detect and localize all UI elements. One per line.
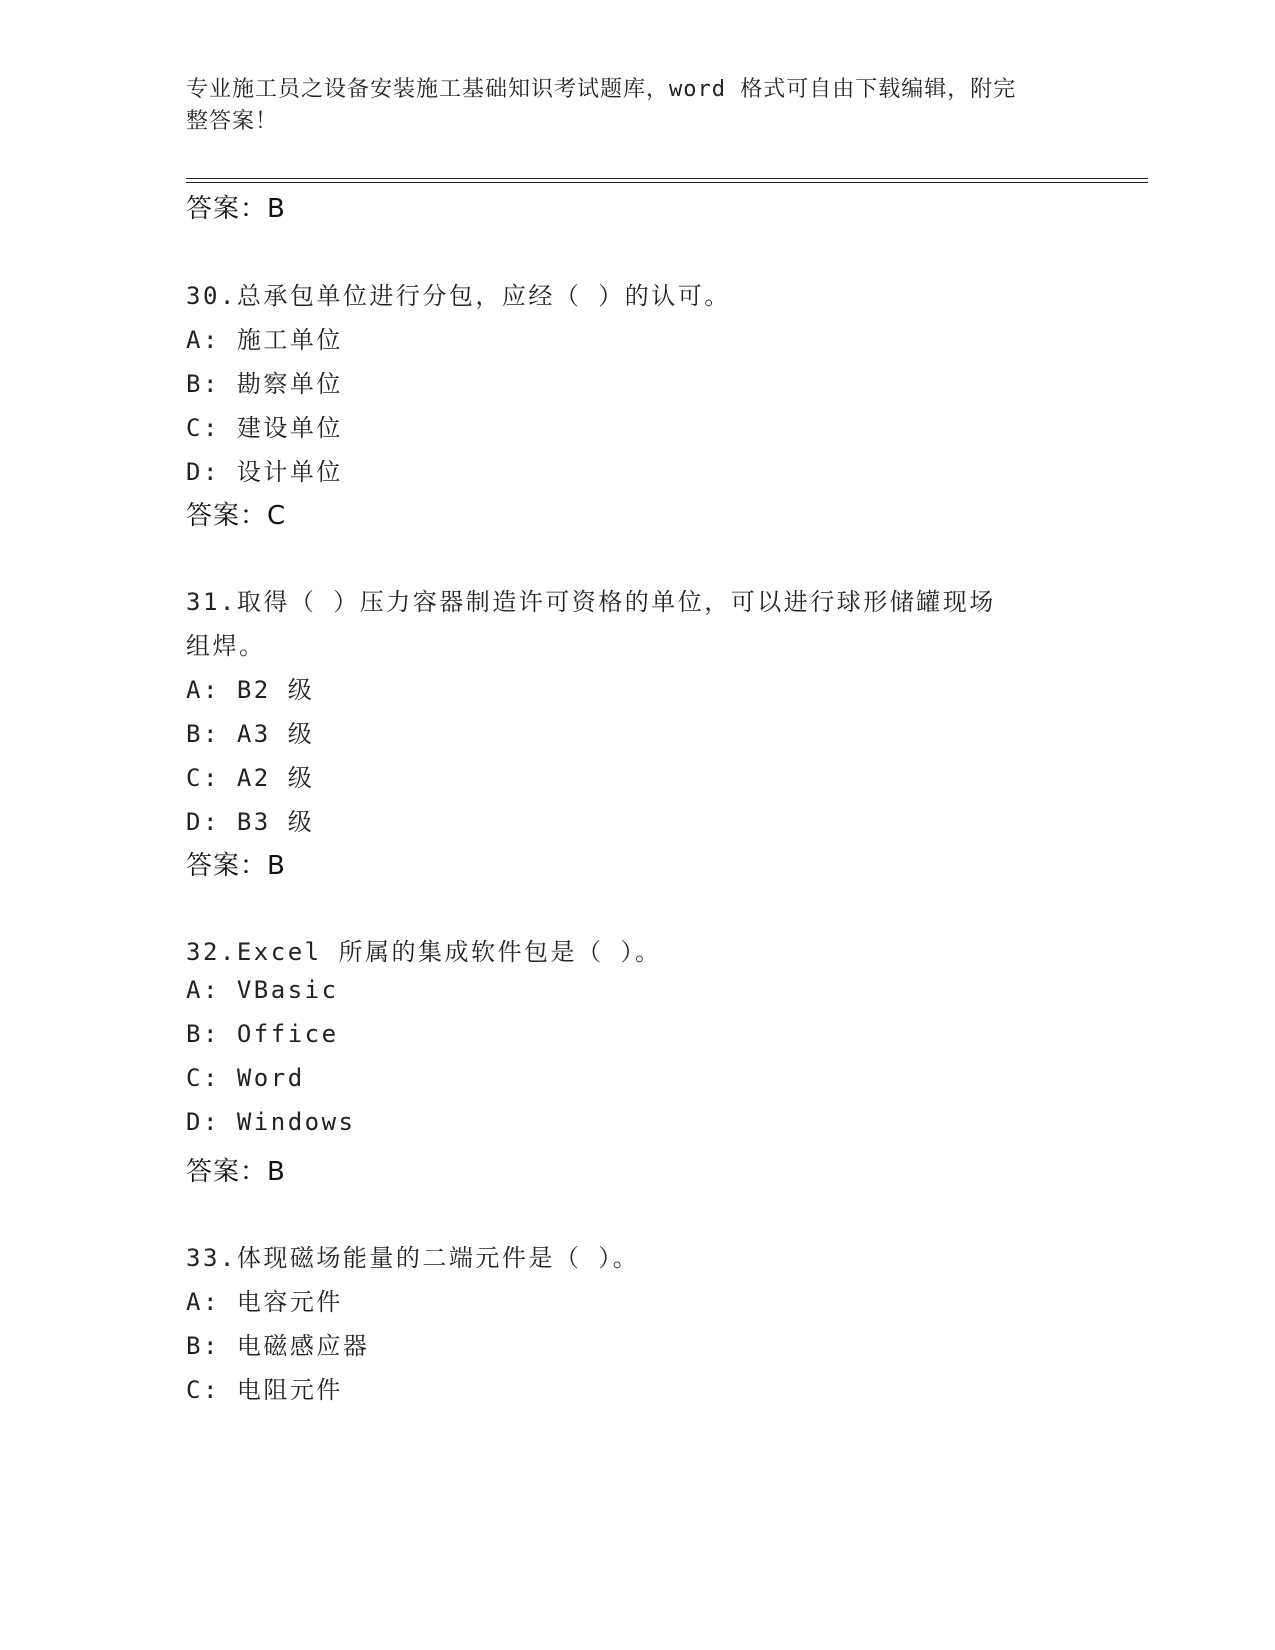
question-30-stem: 30.总承包单位进行分包，应经（ ）的认可。: [186, 282, 731, 310]
question-30-option-d: D: 设计单位: [186, 458, 343, 486]
question-31-stem-line-2: 组焊。: [186, 632, 266, 660]
question-32-stem: 32.Excel 所属的集成软件包是（ ）。: [186, 938, 662, 966]
question-32-option-d: D: Windows: [186, 1108, 356, 1136]
question-33-option-c: C: 电阻元件: [186, 1376, 343, 1404]
header-title-line-2: 整答案！: [186, 109, 279, 134]
question-30-option-c: C: 建设单位: [186, 414, 343, 442]
question-30-answer: 答案：C: [186, 501, 287, 531]
question-31-option-c: C: A2 级: [186, 764, 315, 792]
header-divider-bottom: [186, 182, 1148, 183]
question-31-stem-line-1: 31.取得（ ）压力容器制造许可资格的单位，可以进行球形储罐现场: [186, 588, 996, 616]
question-33-option-a: A: 电容元件: [186, 1288, 343, 1316]
question-32-option-c: C: Word: [186, 1064, 305, 1092]
header-title-line-1: 专业施工员之设备安装施工基础知识考试题库，word 格式可自由下载编辑，附完: [186, 77, 1017, 102]
question-32-option-b: B: Office: [186, 1020, 339, 1048]
document-header: [186, 74, 1066, 138]
question-32-answer: 答案：B: [186, 1157, 286, 1187]
question-31-option-b: B: A3 级: [186, 720, 315, 748]
question-31-answer: 答案：B: [186, 851, 286, 881]
question-32-option-a: A: VBasic: [186, 976, 339, 1004]
question-30-option-b: B: 勘察单位: [186, 370, 343, 398]
answer-prev: 答案：B: [186, 194, 286, 224]
question-31-option-d: D: B3 级: [186, 808, 315, 836]
header-divider-top: [186, 178, 1148, 179]
question-31-option-a: A: B2 级: [186, 676, 315, 704]
question-33-option-b: B: 电磁感应器: [186, 1332, 370, 1360]
question-33-stem: 33.体现磁场能量的二端元件是（ ）。: [186, 1244, 640, 1272]
question-30-option-a: A: 施工单位: [186, 326, 343, 354]
